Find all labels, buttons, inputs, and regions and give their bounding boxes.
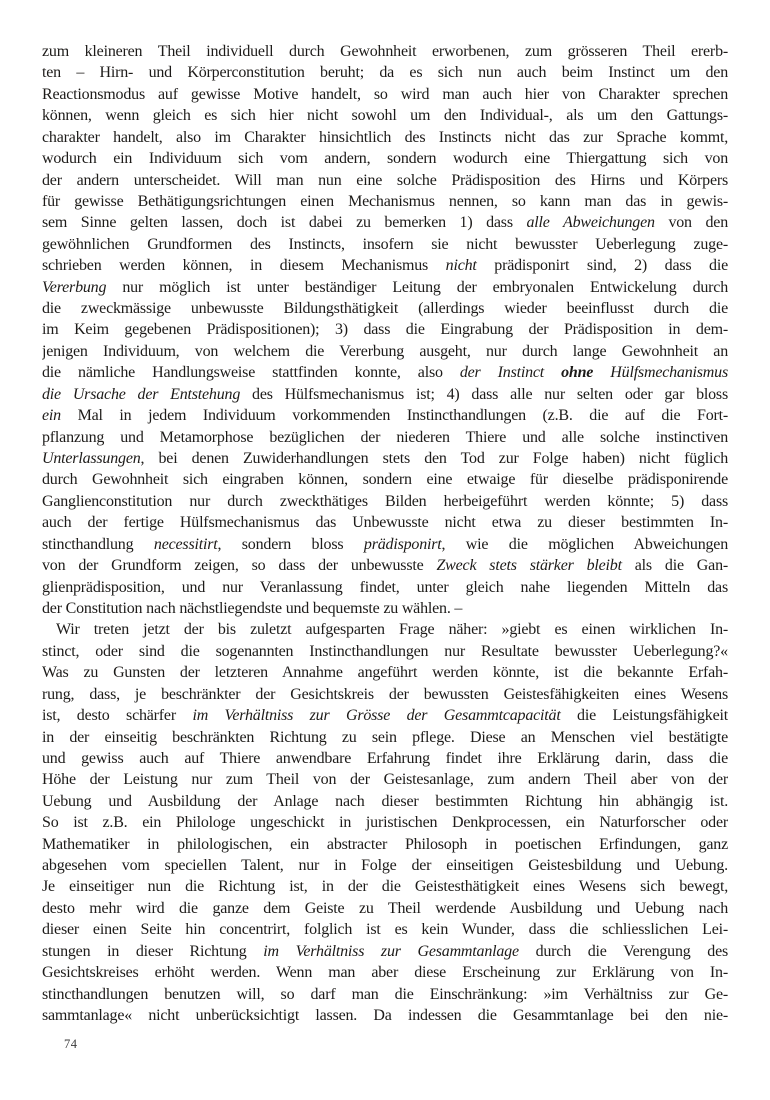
text-segment: als die Gan- [621,557,728,575]
text-line [42,255,728,276]
text-line [42,662,728,683]
text-line [42,919,728,940]
text-line [42,748,728,769]
text-segment: rung, dass, je beschränkter der Gesichtskreis der bewussten Geistesfähigkeiten eines Wesens [42,685,728,703]
text-line [42,512,728,533]
text-line [42,341,728,362]
text-line [42,362,728,383]
text-segment: schrieben werden können, in diesem Mechanismus [42,257,446,275]
text-line [42,41,728,62]
text-segment: So ist z.B. ein Philologe ungeschickt in juristischen Denkprocessen, ein Naturforscher oder [42,814,728,832]
text-segment: Je einseitiger nun die Richtung ist, in der die Geistesthätigkeit eines Wesens sich bewegt, [42,878,728,896]
text-segment: in der einseitig beschränkten Richtung zu sein pflege. Diese an Menschen viel bestätigte [42,728,728,746]
italic-text: Zweck stets stärker bleibt [436,557,622,575]
text-line [42,298,728,319]
text-segment: Was zu Gunsten der letzteren Annahme angeführt werden könnte, ist die bekannte Erfah- [42,664,728,682]
text-line [42,191,728,212]
text-line [42,1005,728,1026]
bold-italic-text: ohne [561,364,594,382]
text-segment: wodurch ein Individuum sich vom andern, sondern wodurch eine Thiergattung sich von [42,150,728,168]
text-line [42,684,728,705]
text-line [42,577,728,598]
text-segment: Höhe der Leistung nur zum Theil von der Geistesanlage, zum andern Theil aber von der [42,771,728,789]
text-line [42,962,728,983]
text-line [42,148,728,169]
italic-text: die Ursache der Entstehung [42,385,241,403]
text-line [42,448,728,469]
text-line [42,791,728,812]
text-segment: von der Grundform zeigen, so dass der unbewusste [42,557,437,575]
text-segment: durch die Verengung des [518,942,728,960]
text-segment: die nämliche Handlungsweise stattfinden konnte, also [42,364,460,382]
italic-text: der Instinct [459,364,562,382]
text-line [42,319,728,340]
italic-text: im Verhältniss zur Grösse der Gesammtcapacität [192,707,561,725]
text-line [42,705,728,726]
text-line [42,984,728,1005]
text-segment: und gewiss auch auf Thiere anwendbare Erfahrung findet ihre Erklärung darin, dass die [42,749,728,767]
text-line [42,834,728,855]
text-line [42,876,728,897]
text-line [42,427,728,448]
text-segment: charakter handelt, also im Charakter hinsichtlich des Instincts nicht das zur Sprache kommt, [42,128,728,146]
text-segment: im Keim gegebenen Prädispositionen); 3) dass die Eingrabung der Prädisposition in dem- [42,321,728,339]
text-segment: ten – Hirn- und Körperconstitution beruht; da es sich nun auch beim Instinct um den [42,64,728,82]
text-line [42,555,728,576]
text-line [42,941,728,962]
text-segment: nur möglich ist unter beständiger Leitung der embryonalen Entwickelung durch [106,278,728,296]
text-segment: glienprädisposition, und nur Veranlassung findet, unter gleich nahe liegenden Mitteln das [42,578,728,596]
text-segment: ist, desto schärfer [42,707,193,725]
text-segment: desto mehr wird die ganze dem Geiste zu Theil werdende Ausbildung und Uebung nach [42,899,728,917]
text-line [42,727,728,748]
text-segment: pflanzung und Metamorphose bezüglichen der niederen Thiere und alle solche instinctiven [42,428,728,446]
italic-text: nicht [445,257,477,275]
text-line [42,405,728,426]
text-segment: dieser einen Seite hin concentrirt, folglich ist es kein Wunder, dass die schliesslichen Lei- [42,921,728,939]
text-segment: Mal in jedem Individuum vorkommenden Instincthandlungen (z.B. die auf die Fort- [60,407,728,425]
text-line [42,234,728,255]
text-segment: Mathematiker in philologischen, ein abstracter Philosoph in poetischen Erfindungen, ganz [42,835,728,853]
text-line [42,855,728,876]
text-segment: für gewisse Bethätigungsrichtungen einen Mechanismus nennen, so kann man das in gewis- [42,192,728,210]
text-segment: gewöhnlichen Grundformen des Instincts, insofern sie nicht bewusster Ueberlegung zuge- [42,235,728,253]
text-segment: von den [654,214,728,232]
text-line [42,898,728,919]
text-segment: zum kleineren Theil individuell durch Gewohnheit erworbenen, zum grösseren Theil ererb- [42,43,728,60]
text-segment: der andern unterscheidet. Will man nun eine solche Prädisposition des Hirns und Körpers [42,171,728,189]
text-segment: stungen in dieser Richtung [42,942,264,960]
text-segment: Gesichtskreises erhöht werden. Wenn man aber diese Erscheinung zur Erklärung von In- [42,964,728,982]
text-line [42,534,728,555]
text-line [42,84,728,105]
text-line [42,127,728,148]
text-segment: der Constitution nach nächstliegendste und bequemste zu wählen. – [42,599,463,617]
text-segment: stinct, oder sind die sogenannten Instincthandlungen nur Resultate bewusster Ueberlegung?« [42,642,728,660]
text-segment: die zweckmässige unbewusste Bildungsthätigkeit (allerdings wieder beeinflusst durch die [42,300,728,318]
text-segment: stincthandlungen benutzen will, so darf man die Einschränkung: »im Verhältniss zur Ge- [42,985,728,1003]
italic-text: ein [42,407,61,425]
text-segment: , sondern bloss [217,535,364,553]
italic-text: alle Abweichungen [526,214,655,232]
text-line [42,812,728,833]
text-segment: die Leistungsfähigkeit [560,707,728,725]
text-segment: prädisponirt sind, 2) dass die [476,257,728,275]
text-segment: können, wenn gleich es sich hier nicht sowohl um den Individual-, als um den Gattungs- [42,107,728,125]
text-segment: des Hülfsmechanismus ist; 4) dass alle nur selten oder gar bloss [240,385,728,403]
text-line [42,277,728,298]
text-line [42,212,728,233]
text-line [42,469,728,490]
italic-text: Hülfsmechanismus [593,364,728,382]
italic-text: Vererbung [42,278,107,296]
page-text [42,41,728,1026]
text-line [42,491,728,512]
italic-text: necessitirt [153,535,218,553]
text-segment: auch der fertige Hülfsmechanismus das Unbewusste nicht etwa zu dieser bestimmten In- [42,514,728,532]
italic-text: Unterlassungen [42,450,141,468]
text-segment: stincthandlung [42,535,154,553]
text-line [42,62,728,83]
text-line [42,170,728,191]
text-segment: Ganglienconstitution nur durch zweckthätiges Bilden herbeigeführt werden könnte; 5) dass [42,492,728,510]
text-segment: Uebung und Ausbildung der Anlage nach dieser bestimmten Richtung hin abhängig ist. [42,792,728,810]
italic-text: im Verhältniss zur Gesammtanlage [263,942,519,960]
text-segment: abgesehen vom speciellen Talent, nur in Folge der einseitigen Geistesbildung und Uebung. [42,857,728,875]
text-segment: , wie die möglichen Abweichungen [441,535,728,553]
text-line [42,598,728,619]
text-segment: Reactionsmodus auf gewisse Motive handelt, so wird man auch hier von Charakter sprechen [42,85,728,103]
text-line [42,619,728,640]
text-line [42,769,728,790]
text-segment: , bei denen Zuwiderhandlungen stets den Tod zur Folge haben) nicht füglich [140,450,728,468]
page-number: 74 [64,1037,78,1051]
text-segment: sammtanlage« nicht unberücksichtigt lassen. Da indessen die Gesammtanlage bei den nie- [42,1006,728,1024]
text-segment: jenigen Individuum, von welchem die Vererbung ausgeht, nur durch lange Gewohnheit an [42,342,728,360]
text-line [42,641,728,662]
text-segment: durch Gewohnheit sich eingraben können, sondern eine etwaige für dieselbe prädisponirende [42,471,728,489]
text-segment: Wir treten jetzt der bis zuletzt aufgesparten Frage näher: »giebt es einen wirklichen In- [56,621,728,639]
text-line [42,105,728,126]
italic-text: prädisponirt [363,535,442,553]
text-line [42,384,728,405]
text-segment: sem Sinne gelten lassen, doch ist dabei zu bemerken 1) dass [42,214,527,232]
